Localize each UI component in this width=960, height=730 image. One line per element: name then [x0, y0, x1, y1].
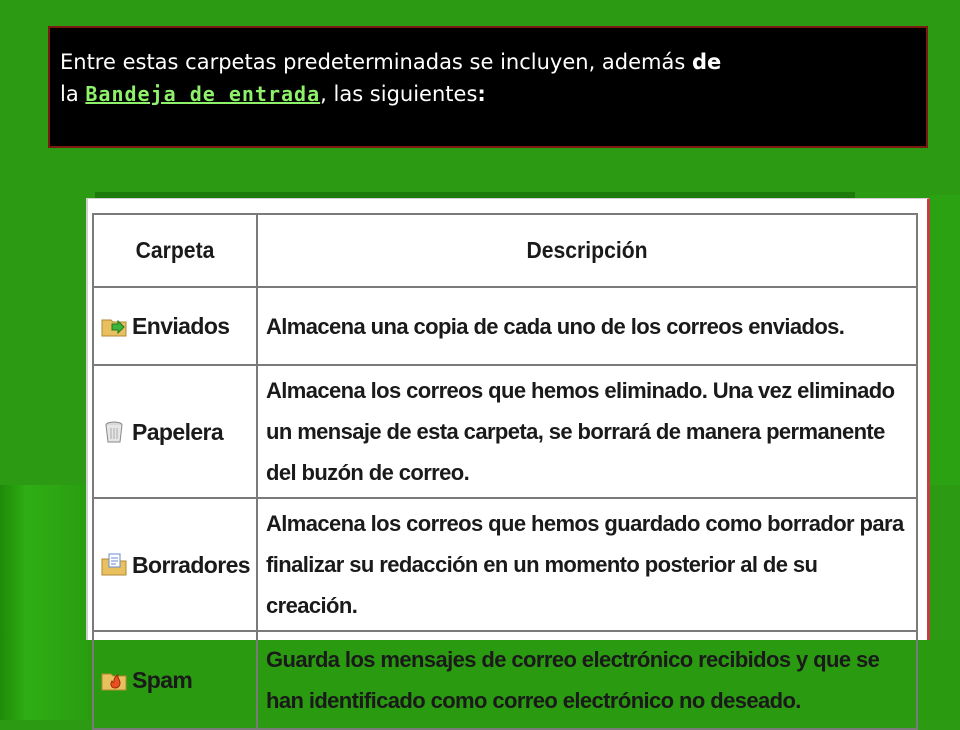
intro-line-2: [60, 78, 916, 110]
intro-line-1-text: Entre estas carpetas predeterminadas se incluyen, además: [60, 50, 692, 74]
table-row: [93, 631, 917, 729]
description-cell: Almacena los correos que hemos guardado como borrador para finalizar su redacción en un momento posterior al de su creación.: [257, 498, 917, 631]
folder-name: Enviados: [132, 313, 230, 339]
spam-folder-icon: [100, 666, 128, 694]
table-row: [93, 287, 917, 365]
description-cell: Almacena una copia de cada uno de los correos enviados.: [257, 287, 917, 365]
table-row: [93, 498, 917, 631]
intro-line-2-text: la: [60, 82, 86, 106]
drafts-folder-icon: [100, 551, 128, 579]
folder-name: Spam: [132, 667, 193, 693]
intro-line-2-colon: :: [477, 82, 486, 106]
sent-folder-icon: [100, 312, 128, 340]
background-band-left: [0, 485, 88, 720]
folder-cell: [93, 287, 257, 365]
folder-name: Papelera: [132, 418, 224, 445]
intro-text-box: [48, 26, 928, 148]
folder-cell: [93, 498, 257, 631]
header-folder: Carpeta: [100, 214, 251, 287]
folders-table-image: [86, 198, 930, 713]
inbox-link[interactable]: Bandeja de entrada: [85, 82, 321, 106]
folders-table: [92, 213, 918, 730]
folder-cell: [93, 631, 257, 729]
trash-bin-icon: [100, 418, 128, 446]
intro-line-1: [60, 46, 916, 78]
intro-line-1-bold: de: [692, 50, 722, 74]
folder-cell: [93, 365, 257, 498]
description-cell: Guarda los mensajes de correo electrónico recibidos y que se han identificado como correo electrónico no deseado.: [257, 631, 917, 729]
header-description: Descripción: [283, 214, 890, 287]
description-cell: Almacena los correos que hemos eliminado. Una vez eliminado un mensaje de esta carpeta, se borrará de manera permanente del buzón de correo.: [257, 365, 917, 498]
intro-line-2-rest: , las siguientes: [320, 82, 478, 106]
table-row: [93, 365, 917, 498]
folder-name: Borradores: [132, 551, 250, 578]
background-band-right: [930, 195, 960, 485]
